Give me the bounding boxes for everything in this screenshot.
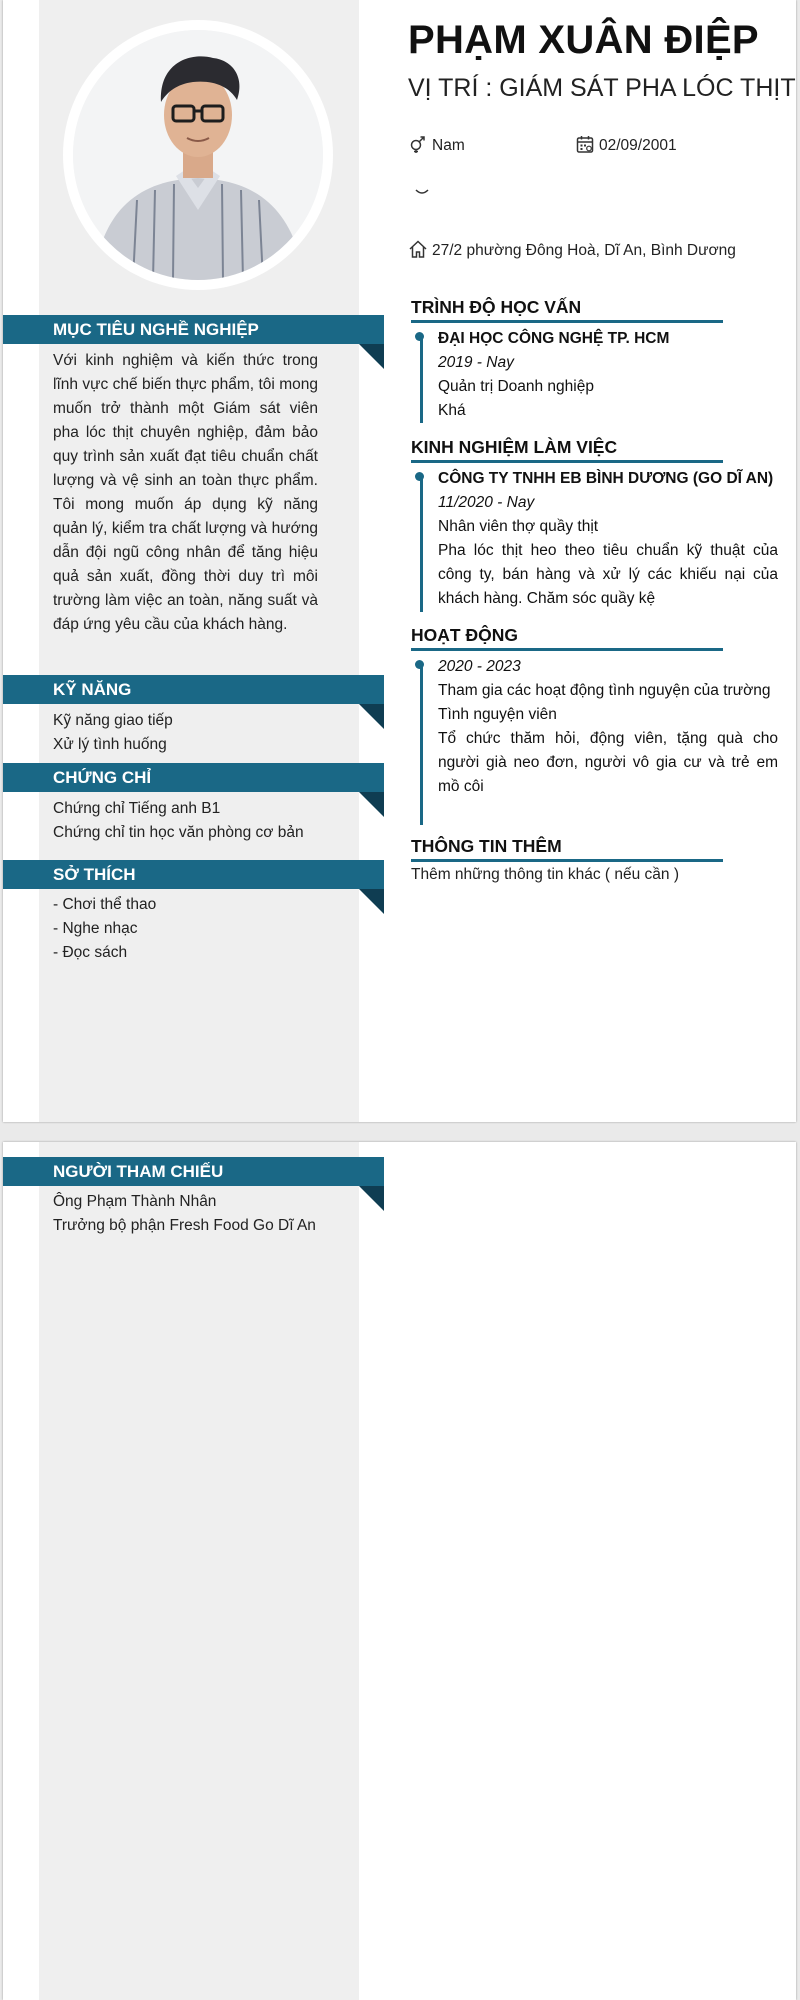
candidate-name: PHẠM XUÂN ĐIỆP [408,18,759,62]
references-banner-fold [359,1186,384,1211]
objective-banner-fold [359,344,384,369]
sidebar [39,1142,359,2000]
list-item: Chứng chỉ tin học văn phòng cơ bản [53,824,304,841]
birthdate-info [575,134,677,155]
experience-description: Pha lóc thịt heo theo tiêu chuẩn kỹ thuật của công ty, bán hàng và xử lý các khiếu nại của khách hàng. Chăm sóc quầy kệ [438,542,778,607]
cv-page-1 [3,0,796,1122]
activities-title: HOẠT ĐỘNG [411,625,723,651]
education-entry [438,327,778,423]
hobbies-title: SỞ THÍCH [3,860,384,889]
certificates-list [53,797,318,845]
job-position: VỊ TRÍ : GIÁM SÁT PHA LÓC THỊT [408,74,796,102]
company-name: CÔNG TY TNHH EB BÌNH DƯƠNG (GO DĨ AN) [438,470,774,487]
extra-info-text: Thêm những thông tin khác ( nếu cần ) [411,866,680,883]
experience-entry [438,467,778,611]
experience-role: Nhân viên thợ quầy thịt [438,518,599,535]
experience-title: KINH NGHIỆM LÀM VIỆC [411,437,723,463]
list-item: - Chơi thể thao [53,896,157,913]
list-item: Trưởng bộ phận Fresh Food Go Dĩ An [53,1217,316,1234]
references-list [53,1190,318,1238]
timeline-dot [415,332,424,341]
timeline-dot [415,472,424,481]
avatar [63,20,333,290]
activities-period: 2020 - 2023 [438,658,521,675]
certificates-banner-fold [359,792,384,817]
list-item: - Nghe nhạc [53,920,138,937]
birthdate-value: 02/09/2001 [599,137,677,154]
certificates-title: CHỨNG CHỈ [3,763,384,792]
gender-icon [408,134,428,154]
address-info [408,239,736,260]
activities-entry [438,655,778,799]
activities-description: Tổ chức thăm hỏi, động viên, tặng quà cho người già neo đơn, người vô gia cư và trẻ em mồ côi [438,730,778,795]
references-title: NGƯỜI THAM CHIẾU [3,1157,384,1186]
hobbies-list [53,893,318,965]
activities-organization: Tham gia các hoạt động tình nguyện của trường [438,682,771,699]
experience-period: 11/2020 - Nay [438,494,535,511]
list-item: Xử lý tình huống [53,736,167,753]
address-value: 27/2 phường Đông Hoà, Dĩ An, Bình Dương [432,242,736,259]
school-name: ĐẠI HỌC CÔNG NGHỆ TP. HCM [438,330,670,347]
education-grade: Khá [438,402,466,419]
smile-icon [414,187,430,197]
education-period: 2019 - Nay [438,354,514,371]
extra-info-title: THÔNG TIN THÊM [411,836,723,862]
gender-info [408,134,465,155]
smile-info [414,180,434,198]
skills-banner-fold [359,704,384,729]
list-item: Kỹ năng giao tiếp [53,712,173,729]
objective-title: MỤC TIÊU NGHỀ NGHIỆP [3,315,384,344]
skills-title: KỸ NĂNG [3,675,384,704]
timeline-dot [415,660,424,669]
list-item: Ông Phạm Thành Nhân [53,1193,217,1210]
education-major: Quản trị Doanh nghiệp [438,378,594,395]
skills-list [53,709,318,757]
calendar-icon [575,134,595,154]
cv-page-2 [3,1142,796,2000]
hobbies-banner-fold [359,889,384,914]
home-icon [408,239,428,259]
objective-text: Với kinh nghiệm và kiến thức trong lĩnh vực chế biến thực phẩm, tôi mong muốn trở thành một Giám sát viên pha lóc thịt chuyên nghiệp, đảm bảo quy trình sản xuất đạt tiêu chuẩn chất lượng và vệ sinh an toàn thực phẩm. Tôi mong muốn áp dụng kỹ năng quản lý, kiểm tra chất lượng và hướng dẫn đội ngũ công nhân để tăng hiệu quả sản xuất, đồng thời duy trì môi trường làm việc an toàn, năng suất và đáp ứng yêu cầu của khách hàng. [53,352,318,633]
education-title: TRÌNH ĐỘ HỌC VẤN [411,297,723,323]
person-portrait-icon [73,30,323,280]
gender-value: Nam [432,137,465,154]
list-item: - Đọc sách [53,944,128,961]
activities-role: Tình nguyện viên [438,706,557,723]
profile-photo [73,30,323,280]
list-item: Chứng chỉ Tiếng anh B1 [53,800,221,817]
